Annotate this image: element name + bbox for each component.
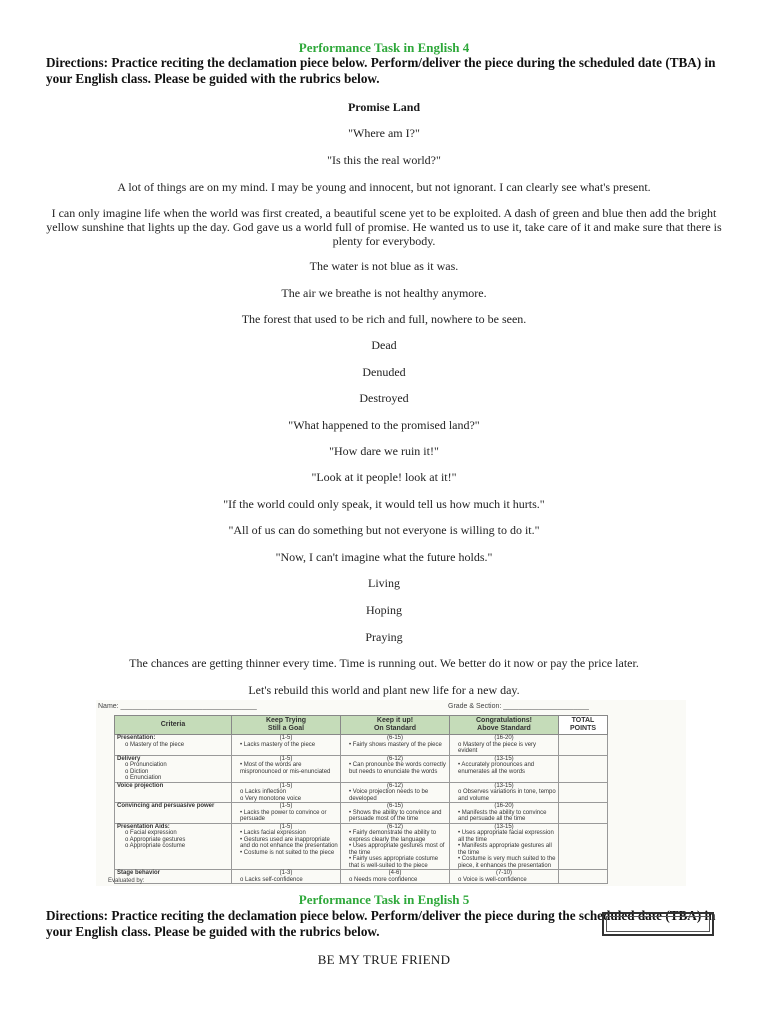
poem-line: A lot of things are on my mind. I may be young and innocent, but not ignorant. I can clearly see what's present. [117,180,651,194]
poem-line: The chances are getting thinner every time. Time is running out. We better do it now or pay the price later. [129,656,639,670]
rubric-total-cell [559,823,608,870]
rubric-level-cell: (1-5) • Lacks facial expression • Gestures used are inappropriate and do not enhance the presentation • Costume is not suited to the piece [232,823,341,870]
rubric-level-cell: (13-15) o Observes variations in tone, tempo and volume [450,782,559,803]
rubric-total-cell [559,755,608,782]
rubric-level-cell: (1-5) • Lacks mastery of the piece [232,735,341,756]
rubric-row [115,782,608,803]
rubric-row [115,870,608,884]
rubric-header-row [115,716,608,735]
header-total-points: TOTAL POINTS [559,716,608,735]
rubric-level-cell: (6-12) • Can pronounce the words correctly but needs to enunciate the words [341,755,450,782]
poem-line: Hoping [366,603,402,617]
rubric-row [115,803,608,824]
rubric-level-cell: (1-3) o Lacks self-confidence [232,870,341,884]
poem-line: The forest that used to be rich and full, nowhere to be seen. [241,312,527,326]
poem-line: Praying [365,630,403,644]
grade-section-label: Grade & Section: ______________________ [448,703,589,710]
header-congratulations: Congratulations! Above Standard [450,716,559,735]
rubric-level-cell: (4-6) o Needs more confidence [341,870,450,884]
rubric-level-cell: (7-10) o Voice is well-confidence [450,870,559,884]
header-keep-trying: Keep Trying Still a Goal [232,716,341,735]
poem-paragraph: I can only imagine life when the world was first created, a beautiful scene yet to be exploited. A dash of green and blue then add the bright yellow sunshine that lights up the day. God gave us a world full of promise. He wanted us to use it, take care of it and make sure that there is plenty for everybody. [46,206,722,248]
poem-line: "Where am I?" [348,126,420,140]
rubric-total-cell [559,782,608,803]
rubric-table [114,715,608,884]
rubric-criteria-cell: Presentation Aids: o Facial expression o Appropriate gestures o Appropriate costume [115,823,232,870]
poem-line: Dead [371,338,397,352]
poem-line: "All of us can do something but not everyone is willing to do it." [228,523,540,537]
rubric-level-cell: (6-15) • Shows the ability to convince and persuade most of the time [341,803,450,824]
poem-line: "How dare we ruin it!" [329,444,439,458]
poem-line: Denuded [362,365,406,379]
rubric-total-cell [559,803,608,824]
rubric-total-cell [559,735,608,756]
rubric-level-cell: (13-15) • Uses appropriate facial expression all the time • Manifests appropriate gestures all the time • Costume is very much suited to the piece, it enhances the presentation [450,823,559,870]
poem-line: "If the world could only speak, it would tell us how much it hurts." [223,497,545,511]
task-title-2: Performance Task in English 5 [298,892,470,907]
rubric-level-cell: (16-20) o Mastery of the piece is very evident [450,735,559,756]
score-box [602,912,714,936]
poem-title: Promise Land [347,100,421,114]
rubric-row [115,823,608,870]
rubric-level-cell: (16-20) • Manifests the ability to convince and persuade all the time [450,803,559,824]
rubric-criteria-cell: Presentation: o Mastery of the piece [115,735,232,756]
directions-text-2: Directions: Practice reciting the declamation piece below. Perform/deliver the piece during the scheduled date (TBA) in your English class. Please be guided with the rubrics below. [46,908,716,939]
rubric-row [115,755,608,782]
poem-line: "Now, I can't imagine what the future holds." [275,550,493,564]
rubric-level-cell: (6-12) • Voice projection needs to be developed [341,782,450,803]
poem-line: The water is not blue as it was. [309,259,459,273]
rubric-total-cell [559,870,608,884]
poem-title-2: BE MY TRUE FRIEND [317,952,451,967]
name-field-label: Name: ___________________________________ [98,703,257,710]
rubric-row [115,735,608,756]
poem-line: Destroyed [359,391,409,405]
poem-line: "Is this the real world?" [327,153,441,167]
poem-line: The air we breathe is not healthy anymore. [281,286,487,300]
evaluated-by-label: Evaluated by: [108,878,145,884]
rubric-level-cell: (13-15) • Accurately pronounces and enumerates all the words [450,755,559,782]
poem-line: "Look at it people! look at it!" [311,470,457,484]
task-title: Performance Task in English 4 [298,40,470,55]
rubric-criteria-cell: Delivery o Pronunciation o Diction o Enunciation [115,755,232,782]
directions-text: Directions: Practice reciting the declamation piece below. Perform/deliver the piece during the scheduled date (TBA) in your English class. Please be guided with the rubrics below. [46,55,716,86]
rubric-criteria-cell: Stage behavior [115,870,232,884]
rubric-image [96,700,686,886]
rubric-level-cell: (6-12) • Fairly demonstrate the ability to express clearly the language • Uses appropriate gestures most of the time • Fairly uses appropriate costume that is well-suited to the piece [341,823,450,870]
header-keep-it-up: Keep it up! On Standard [341,716,450,735]
rubric-level-cell: (6-15) • Fairly shows mastery of the piece [341,735,450,756]
header-criteria: Criteria [115,716,232,735]
rubric-criteria-cell: Voice projection [115,782,232,803]
poem-line: Let's rebuild this world and plant new life for a new day. [248,683,520,697]
rubric-level-cell: (1-5) • Lacks the power to convince or persuade [232,803,341,824]
rubric-level-cell: (1-5) • Most of the words are mispronounced or mis-enunciated [232,755,341,782]
rubric-level-cell: (1-5) o Lacks inflection o Very monotone voice [232,782,341,803]
poem-line: "What happened to the promised land?" [288,418,480,432]
rubric-criteria-cell: Convincing and persuasive power [115,803,232,824]
poem-line: Living [368,576,400,590]
